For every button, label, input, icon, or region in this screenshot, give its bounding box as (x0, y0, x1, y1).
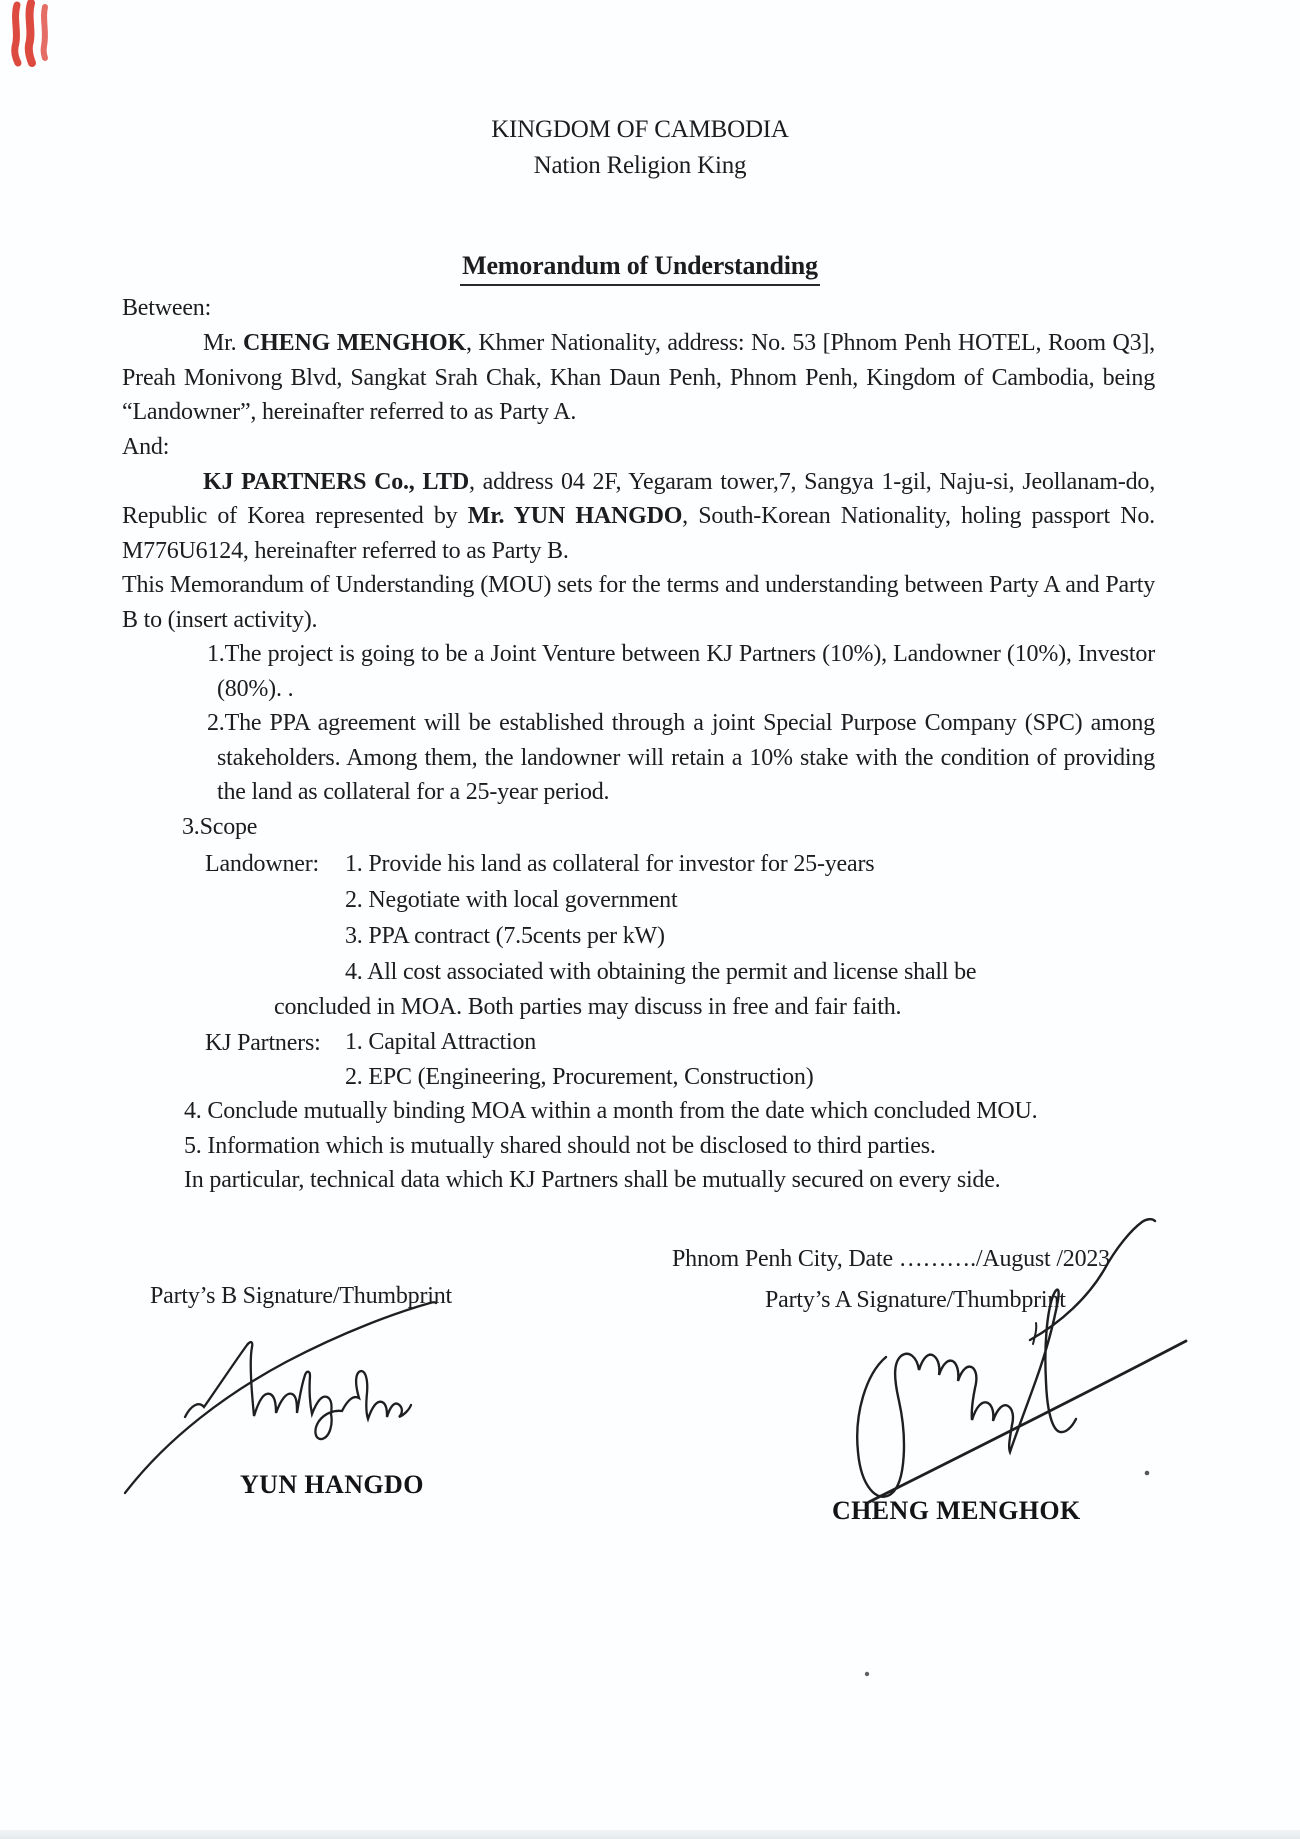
purpose-paragraph: This Memorandum of Understanding (MOU) sets for the terms and understanding between Party A and Party B to (insert activity). (122, 572, 1155, 633)
list-item-2 (122, 706, 1155, 810)
red-stamp-mark-icon (15, 3, 45, 63)
party-b-mid: , address 04 2F, Yegaram tower,7, Sangya 1-gil, Naju-si, Jeollanam-do, Republic of Korea represented by (122, 468, 1156, 529)
scope-landowner-label: Landowner: (205, 851, 319, 877)
closing-clause-note: In particular, technical data which KJ Partners shall be mutually secured on every side. (184, 1167, 1001, 1193)
scanner-edge-band (0, 1830, 1300, 1839)
landowner-item4-continuation: concluded in MOA. Both parties may discuss in free and fair faith. (274, 994, 902, 1020)
and-label: And: (122, 433, 170, 460)
landowner-item: 2. Negotiate with local government (345, 887, 678, 913)
kj-item: 2. EPC (Engineering, Procurement, Construction) (345, 1063, 814, 1090)
party-b-company: KJ PARTNERS Co., LTD (203, 468, 469, 495)
item-text: The PPA agreement will be established through a joint Special Purpose Company (SPC) among stakeholders. Among them, the landowner will retain a 10% stake with the condition of providing the land as collateral for a 25-year period. (217, 710, 1155, 805)
scope-kj-label: KJ Partners: (205, 1030, 321, 1056)
item-text: The project is going to be a Joint Venture between KJ Partners (10%), Landowner (10%), Investor (80%). . (217, 641, 1155, 702)
closing-clause-5: 5. Information which is mutually shared should not be disclosed to third parties. (184, 1132, 936, 1159)
party-a-name: CHENG MENGHOK (243, 330, 466, 356)
list-item-1 (122, 637, 1155, 706)
landowner-item: 3. PPA contract (7.5cents per kW) (345, 923, 665, 949)
motto-header: Nation Religion King (533, 152, 747, 179)
item-number: 2. (207, 710, 225, 736)
between-label: Between: (122, 295, 212, 321)
party-b-rest: , South-Korean Nationality, holing passport No. M776U6124, hereinafter referred to as Party B. (122, 503, 1155, 564)
landowner-item: 4. All cost associated with obtaining the permit and license shall be (345, 959, 977, 985)
party-b-autograph (125, 1302, 436, 1493)
document-title: Memorandum of Understanding (460, 251, 820, 286)
party-a-paragraph (122, 326, 1155, 430)
list-item-3-scope (122, 810, 1155, 845)
party-b-signature-label: Party’s B Signature/Thumbprint (150, 1283, 452, 1309)
closing-clause-4: 4. Conclude mutually binding MOA within a month from the date which concluded MOU. (184, 1098, 1038, 1124)
date-line: Phnom Penh City, Date ………./August /2023 (672, 1246, 1110, 1272)
kingdom-header: KINGDOM OF CAMBODIA (491, 116, 789, 143)
closing-clauses (122, 1094, 1155, 1198)
party-b-paragraph (122, 465, 1155, 569)
scope-kj-items (345, 1025, 1155, 1094)
scope-kj-row (205, 1025, 1155, 1094)
kj-item: 1. Capital Attraction (345, 1029, 537, 1055)
party-b-name: Mr. YUN HANGDO (467, 503, 683, 529)
party-a-rest: , Khmer Nationality, address: No. 53 [Phnom Penh HOTEL, Room Q3], Preah Monivong Blvd, Sangkat Srah Chak, Khan Daun Penh, Phnom Penh, Kingdom of Cambodia, being “Landowner”, hereinafter referred to as Party A. (122, 330, 1155, 425)
party-a-prefix: Mr. (203, 330, 244, 356)
item-text: Scope (199, 813, 258, 840)
landowner-item: 1. Provide his land as collateral for investor for 25-years (345, 851, 875, 877)
scope-landowner-items (345, 846, 1155, 990)
scope-landowner-row (205, 846, 1155, 990)
party-a-printed-name: CHENG MENGHOK (832, 1496, 1081, 1525)
item-number: 1. (207, 641, 225, 667)
document-body (122, 291, 1155, 1198)
party-a-signature-label: Party’s A Signature/Thumbprint (765, 1287, 1066, 1313)
item-number: 3. (182, 813, 200, 840)
party-b-printed-name: YUN HANGDO (240, 1470, 424, 1499)
document-title-row (0, 251, 1280, 286)
